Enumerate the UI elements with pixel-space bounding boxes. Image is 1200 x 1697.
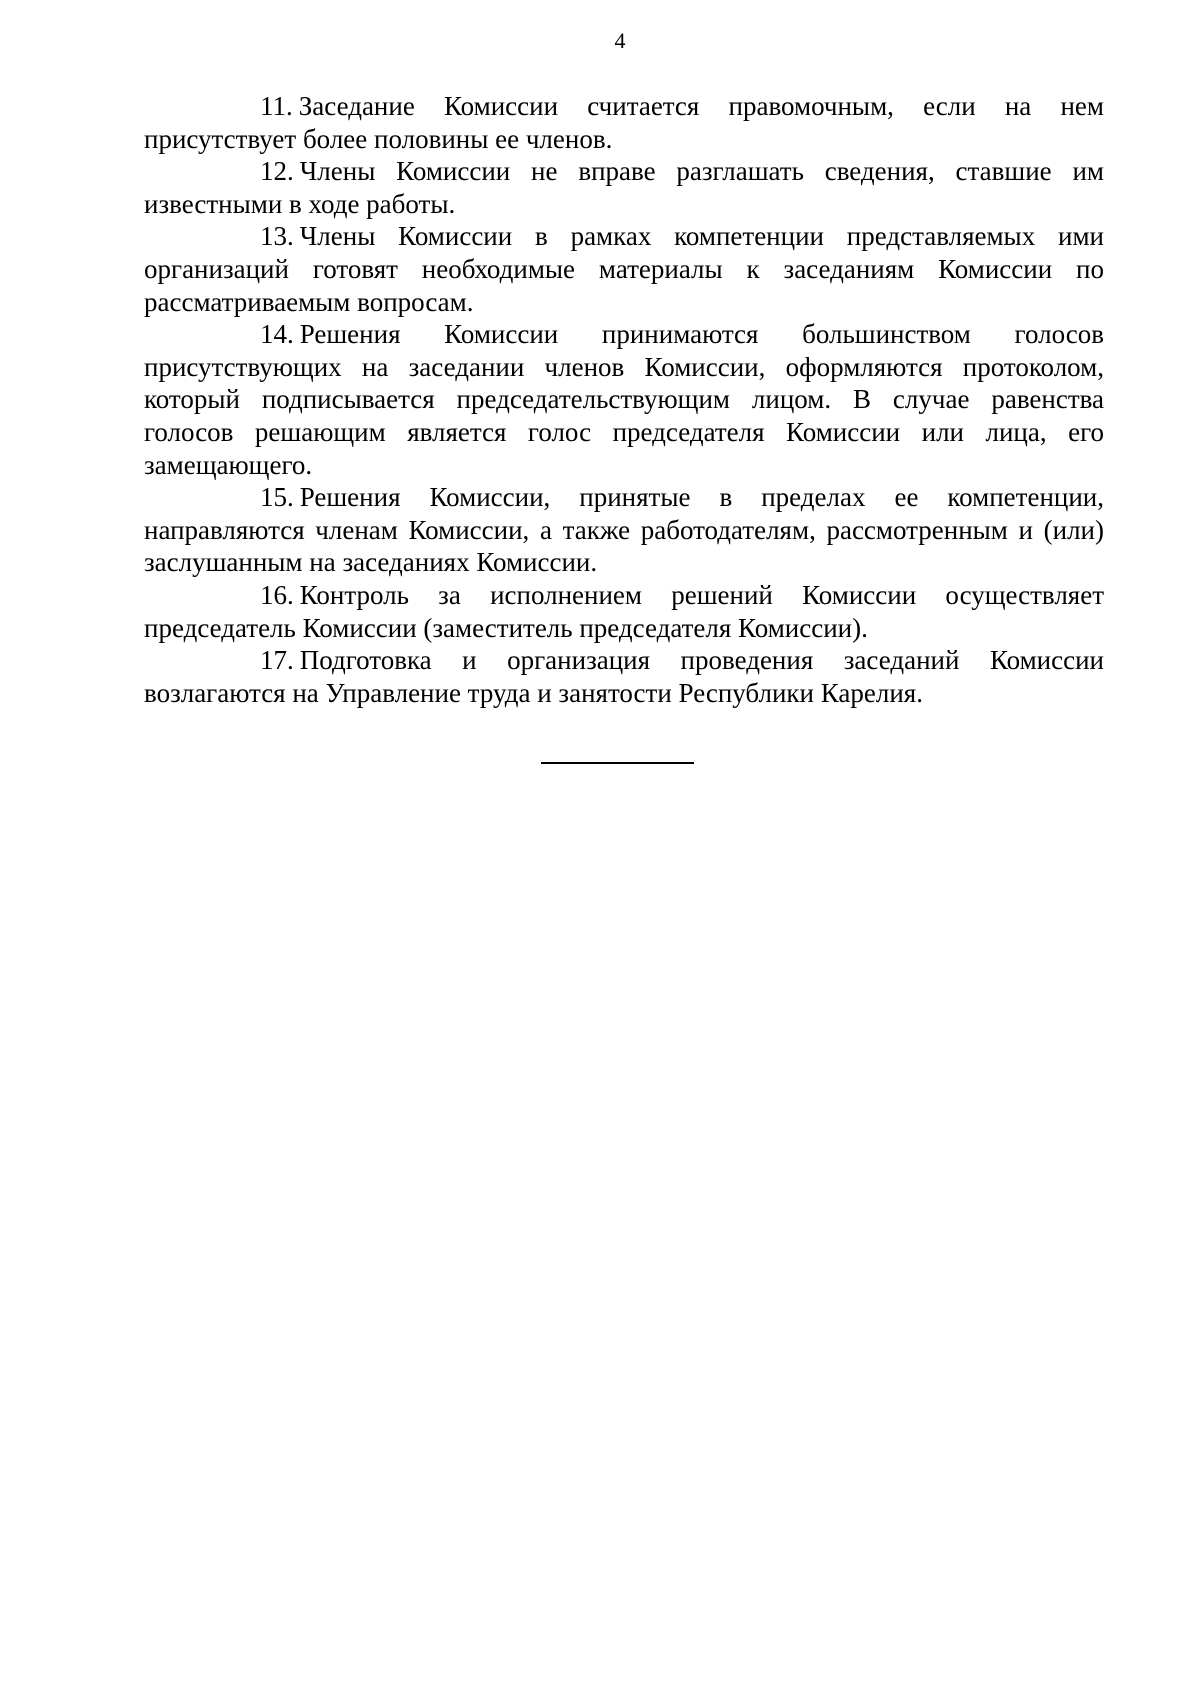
document-body (144, 90, 1104, 709)
paragraph-text: Члены Комиссии в рамках компетенции представляемых ими организаций готовят необходимые материалы к заседаниям Комиссии по рассматриваемым вопросам. (144, 221, 1104, 317)
paragraph-text: Контроль за исполнением решений Комиссии осуществляет председатель Комиссии (заместитель председателя Комиссии). (144, 579, 1104, 643)
paragraph-number: 17. (260, 645, 294, 676)
end-of-document-rule (541, 762, 694, 764)
paragraph-12 (144, 155, 1104, 220)
paragraph-number: 16. (260, 579, 294, 610)
paragraph-text: Члены Комиссии не вправе разглашать сведения, ставшие им известными в ходе работы. (144, 156, 1104, 219)
paragraph-number: 12. (260, 156, 294, 187)
paragraph-14 (144, 318, 1104, 481)
paragraph-number: 13. (260, 221, 294, 252)
paragraph-17 (144, 644, 1104, 709)
paragraph-text: Заседание Комиссии считается правомочным, если на нем присутствует более половины ее членов. (144, 91, 1104, 154)
paragraph-11 (144, 90, 1104, 155)
paragraph-number: 11. (260, 91, 293, 121)
paragraph-15 (144, 481, 1104, 579)
paragraph-number: 14. (260, 319, 294, 350)
paragraph-16 (144, 579, 1104, 644)
page-number: 4 (614, 28, 626, 53)
paragraph-text: Подготовка и организация проведения заседаний Комиссии возлагаются на Управление труда и занятости Республики Карелия. (144, 645, 1104, 708)
paragraph-text: Решения Комиссии принимаются большинством голосов присутствующих на заседании членов Комиссии, оформляются протоколом, который подписывается председательствующим лицом. В случае равенства голосов решающим является голос председателя Комиссии или лица, его замещающего. (144, 319, 1104, 480)
paragraph-text: Решения Комиссии, принятые в пределах ее компетенции, направляются членам Комиссии, а также работодателям, рассмотренным и (или) заслушанным на заседаниях Комиссии. (144, 482, 1104, 578)
paragraph-13 (144, 220, 1104, 318)
paragraph-number: 15. (260, 482, 294, 513)
